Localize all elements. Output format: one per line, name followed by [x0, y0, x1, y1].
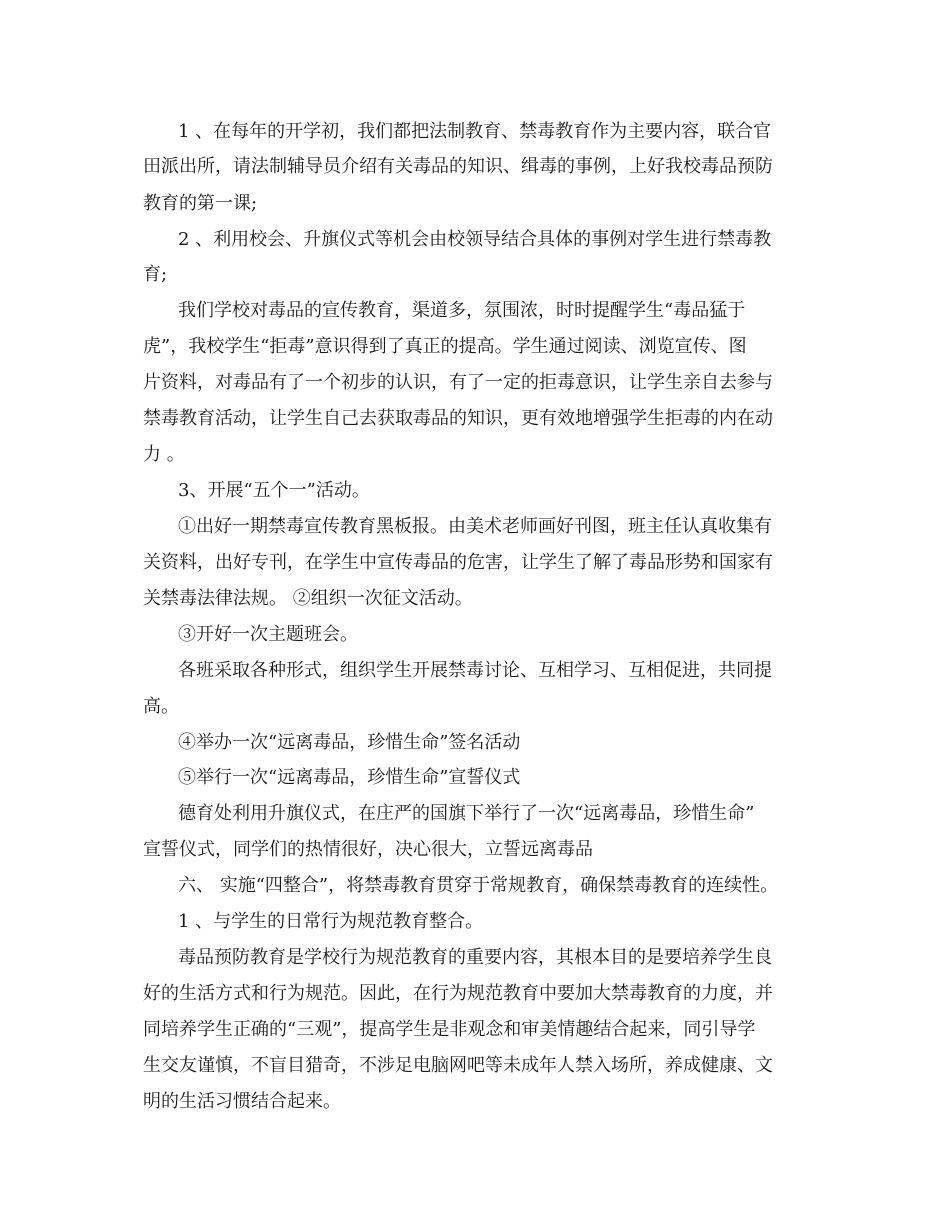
text-line: 1 、与学生的日常行为规范教育整合。: [178, 911, 484, 932]
text-line: 同培养学生正确的“三观”，提高学生是非观念和审美情趣结合起来，同引导学: [143, 1019, 756, 1040]
text-line: ⑤举行一次“远离毒品，珍惜生命”宣誓仪式: [178, 767, 521, 788]
text-line: 片资料，对毒品有了一个初步的认识，有了一定的拒毒意识，让学生亲自去参与: [143, 372, 773, 393]
text-line: 高。: [143, 696, 179, 717]
text-line: 我们学校对毒品的宣传教育，渠道多，氛围浓，时时提醒学生“毒品猛于: [178, 300, 746, 321]
text-line: 六、 实施“四整合”，将禁毒教育贯穿于常规教育，确保禁毒教育的连续性。: [178, 875, 779, 896]
text-line: 生交友谨慎，不盲目猎奇，不涉足电脑网吧等未成年人禁入场所，养成健康、文: [143, 1055, 773, 1076]
text-line: 教育的第一课;: [143, 193, 258, 214]
text-line: 各班采取各种形式，组织学生开展禁毒讨论、互相学习、互相促进，共同提: [178, 660, 772, 681]
text-line: 明的生活习惯结合起来。: [143, 1091, 341, 1112]
text-line: 1 、在每年的开学初，我们都把法制教育、禁毒教育作为主要内容，联合官: [178, 121, 772, 142]
text-line: ①出好一期禁毒宣传教育黑板报。由美术老师画好刊图，班主任认真收集有: [178, 516, 772, 537]
text-line: ④举办一次“远离毒品，珍惜生命”签名活动: [178, 732, 521, 753]
text-line: 宣誓仪式，同学们的热情很好，决心很大，立誓远离毒品: [143, 839, 593, 860]
text-line: 3、开展“五个一”活动。: [178, 480, 370, 501]
text-line: 毒品预防教育是学校行为规范教育的重要内容，其根本目的是要培养学生良: [178, 947, 772, 968]
text-line: 禁毒教育活动，让学生自己去获取毒品的知识，更有效地增强学生拒毒的内在动: [143, 408, 773, 429]
text-line: 好的生活方式和行为规范。因此，在行为规范教育中要加大禁毒教育的力度，并: [143, 983, 773, 1004]
text-line: 德育处利用升旗仪式，在庄严的国旗下举行了一次“远离毒品，珍惜生命”: [178, 803, 755, 824]
text-line: 2 、利用校会、升旗仪式等机会由校领导结合具体的事例对学生进行禁毒教: [178, 229, 772, 250]
text-line: 关禁毒法律法规。 ②组织一次征文活动。: [143, 588, 473, 609]
text-line: 虎”，我校学生“拒毒”意识得到了真正的提高。学生通过阅读、浏览宣传、图: [143, 336, 747, 357]
text-line: 田派出所，请法制辅导员介绍有关毒品的知识、缉毒的事例，上好我校毒品预防: [143, 156, 773, 177]
text-line: 关资料，出好专刊，在学生中宣传毒品的危害，让学生了解了毒品形势和国家有: [143, 552, 773, 573]
text-line: ③开好一次主题班会。: [178, 624, 358, 645]
text-line: 育;: [143, 264, 168, 285]
text-line: 力 。: [143, 444, 185, 465]
